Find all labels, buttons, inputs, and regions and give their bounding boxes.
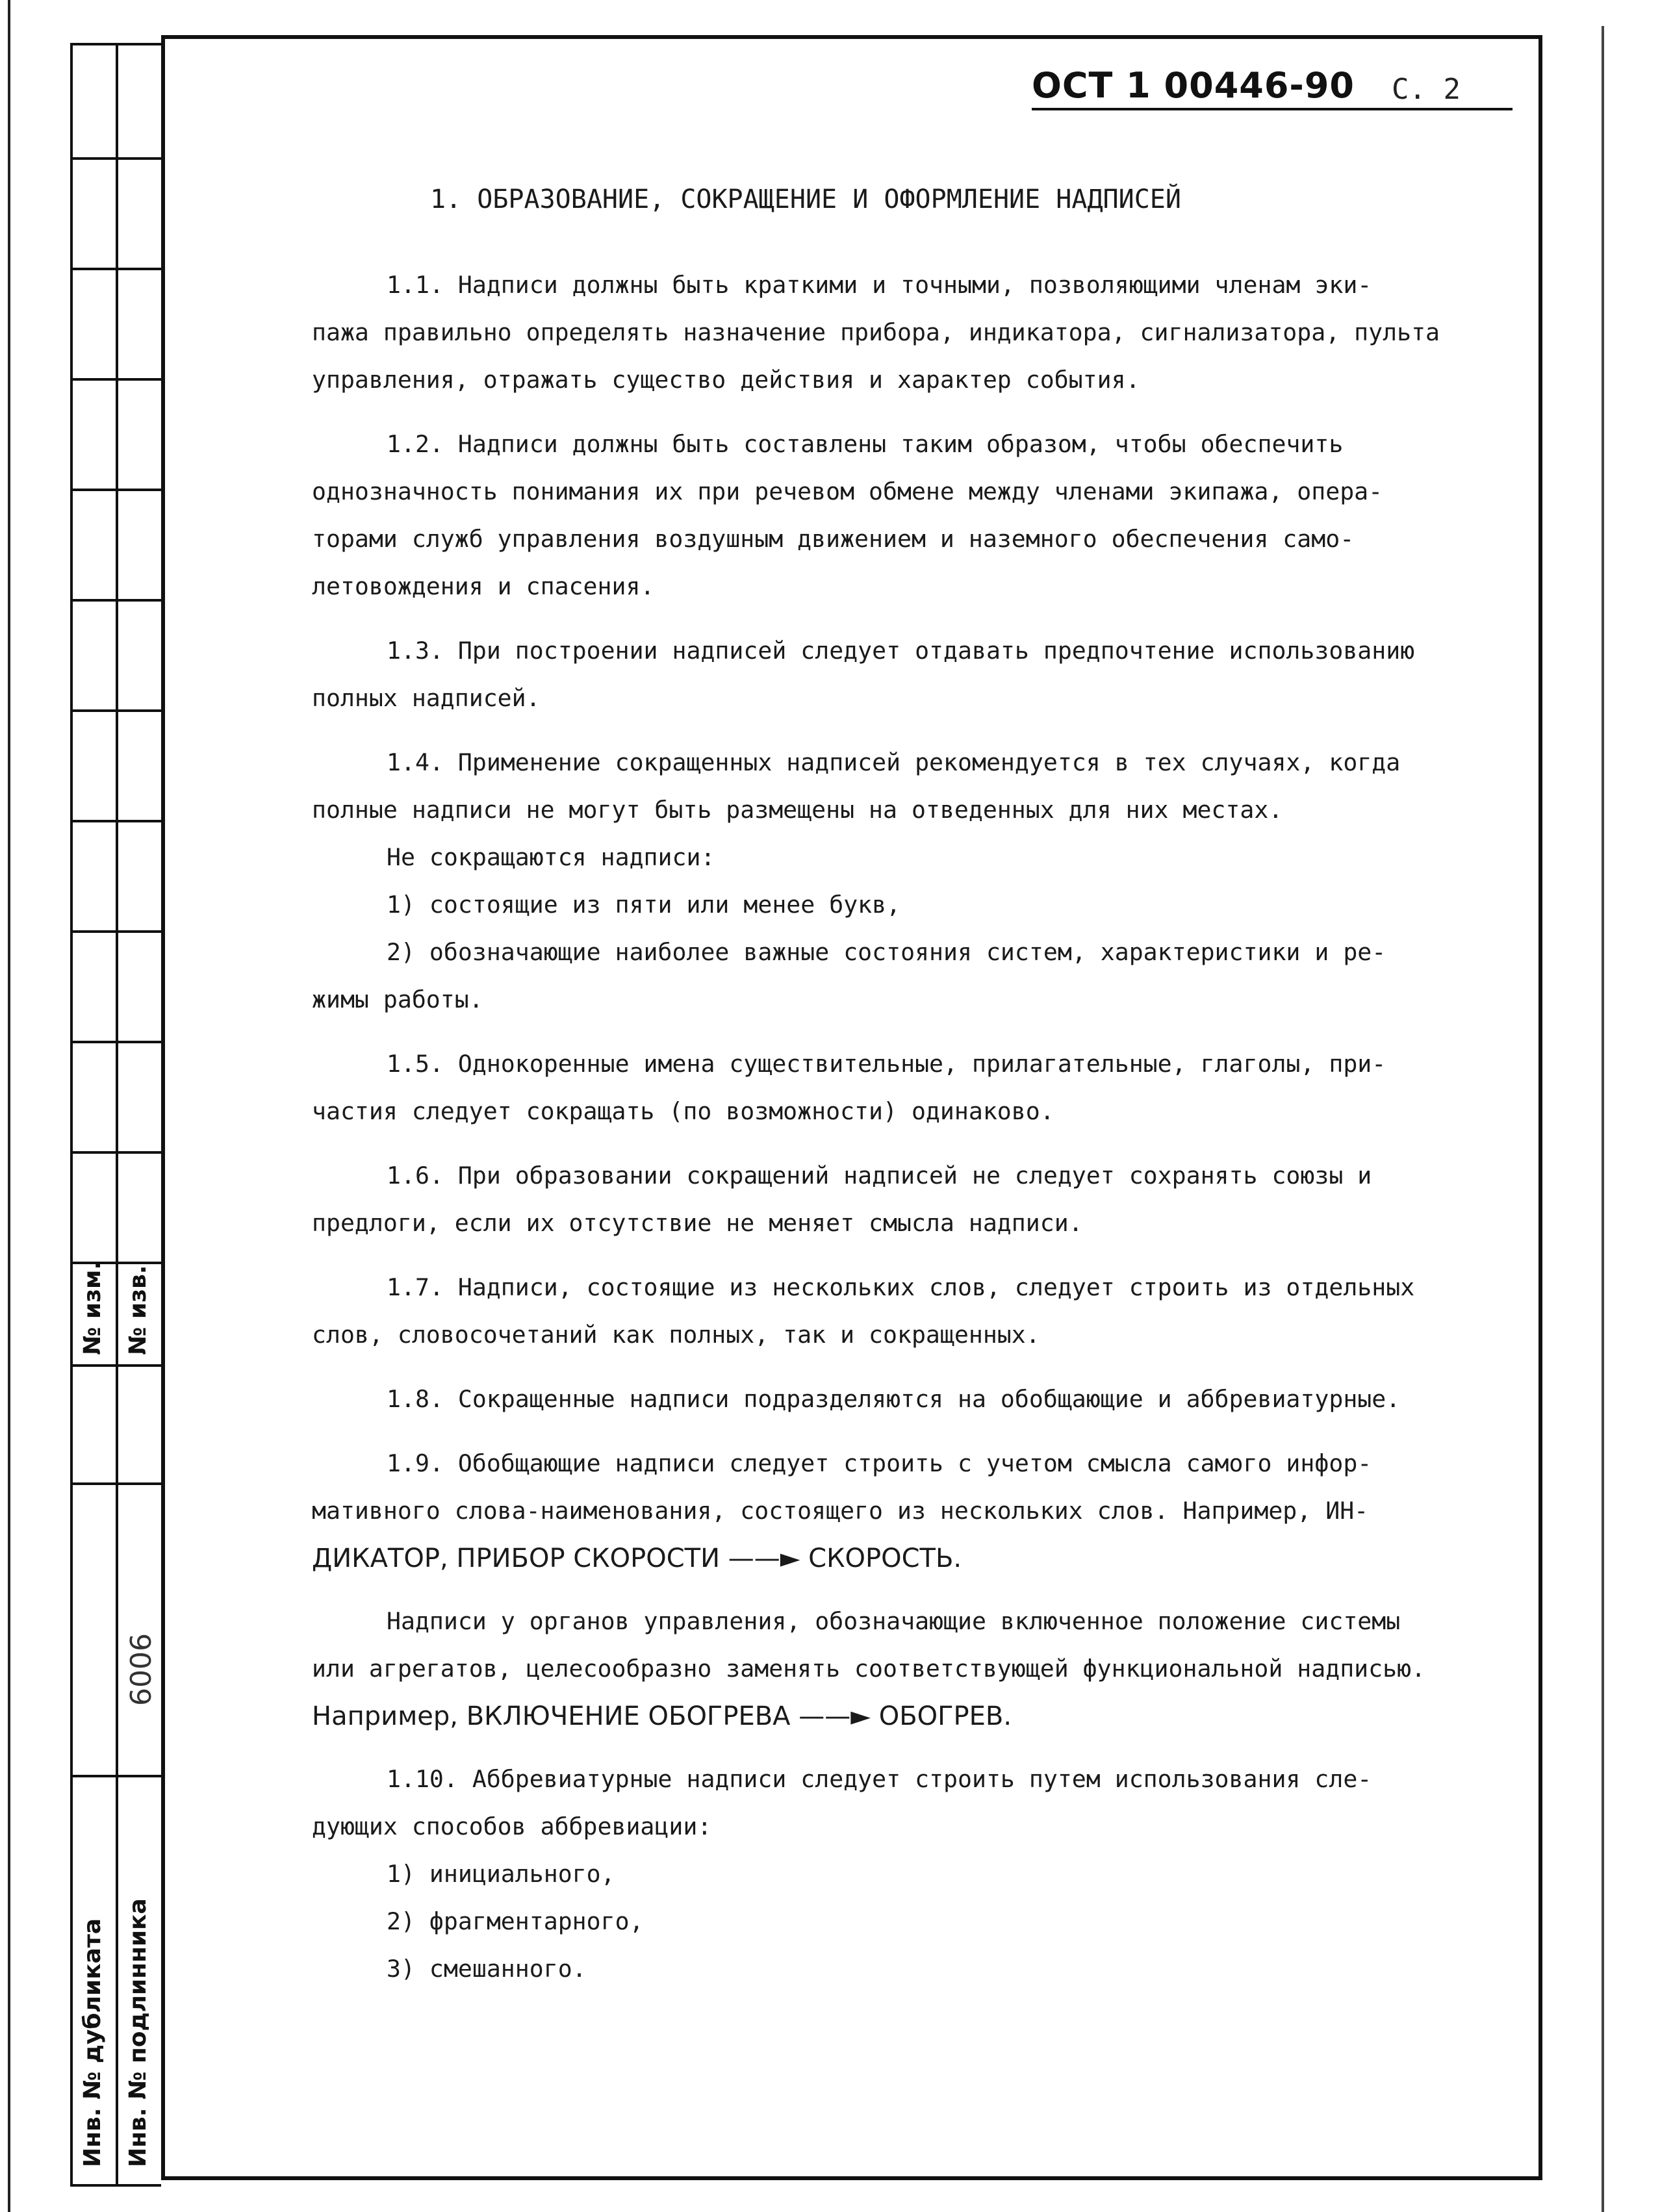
side-table-line [70,930,161,933]
notice-number-label: № изв. [125,1265,151,1355]
text-line: частия следует сокращать (по возможности) одинаково. [312,1097,1054,1125]
text-line: слов, словосочетаний как полных, так и сокращенных. [312,1321,1040,1349]
original-inventory-label: Инв. № подлинника [125,1898,151,2167]
text-line: ДИКАТОР, ПРИБОР СКОРОСТИ ——► СКОРОСТЬ. [312,1544,962,1573]
text-line: 3) смешанного. [387,1955,587,1983]
text-line: Надписи у органов управления, обозначающие включенное положение системы [387,1607,1401,1635]
text-line: 1.7. Надписи, состоящие из нескольких слов, следует строить из отдельных [387,1273,1415,1301]
page-number: С. 2 [1392,73,1461,106]
text-line: предлоги, если их отсутствие не меняет смысла надписи. [312,1209,1083,1237]
text-line: 1.5. Однокоренные имена существительные, прилагательные, глаголы, при- [387,1050,1386,1078]
text-line: 1) состоящие из пяти или менее букв, [387,891,901,919]
document-code: ОСТ 1 00446-90 [1032,65,1355,106]
text-line: 1.6. При образовании сокращений надписей не следует сохранять союзы и [387,1162,1372,1189]
side-table-line [70,1775,161,1777]
text-line: полных надписей. [312,684,541,712]
text-line: 1.9. Обобщающие надписи следует строить с учетом смысла самого инфор- [387,1449,1372,1477]
text-line: 1) инициального, [387,1860,615,1888]
side-margin-table [70,43,161,2187]
text-line: Например, ВКЛЮЧЕНИЕ ОБОГРЕВА ——► ОБОГРЕВ. [312,1701,1012,1731]
text-line: 1.8. Сокращенные надписи подразделяются на обобщающие и аббревиатурные. [387,1385,1401,1413]
side-table-line [70,820,161,822]
original-inventory-number: 6006 [125,1633,158,1706]
side-table-line [70,378,161,381]
side-table-line [70,489,161,491]
text-line: 2) фрагментарного, [387,1907,644,1935]
side-table-line [70,1041,161,1043]
side-table-line [70,599,161,602]
text-line: дующих способов аббревиации: [312,1812,712,1840]
text-line: мативного слова-наименования, состоящего из нескольких слов. Например, ИН- [312,1497,1369,1525]
side-table-line [70,1151,161,1154]
text-line: торами служб управления воздушным движением и наземного обеспечения само- [312,525,1355,553]
text-line: 1.3. При построении надписей следует отдавать предпочтение использованию [387,637,1415,665]
text-line: Не сокращаются надписи: [387,843,715,871]
text-line: жимы работы. [312,985,483,1013]
text-line: 2) обозначающие наиболее важные состояния систем, характеристики и ре- [387,938,1386,966]
text-line: 1.10. Аббревиатурные надписи следует строить путем использования сле- [387,1765,1372,1793]
text-line: летовождения и спасения. [312,572,655,600]
page-edge-right [1602,26,1604,2212]
side-table-line [70,43,73,2187]
side-table-line [70,157,161,160]
section-heading: 1. ОБРАЗОВАНИЕ, СОКРАЩЕНИЕ И ОФОРМЛЕНИЕ НАДПИСЕЙ [430,184,1181,214]
revision-number-label: № изм. [79,1260,106,1355]
side-table-line [116,43,118,2187]
text-line: однозначность понимания их при речевом обмене между членами экипажа, опера- [312,477,1383,505]
text-line: управления, отражать существо действия и характер события. [312,366,1140,394]
text-line: 1.2. Надписи должны быть составлены таким образом, чтобы обеспечить [387,430,1344,458]
header-rule [1032,108,1513,110]
text-line: или агрегатов, целесообразно заменять соответствующей функциональной надписью. [312,1655,1426,1683]
text-line: полные надписи не могут быть размещены на отведенных для них местах. [312,796,1283,824]
text-line: пажа правильно определять назначение прибора, индикатора, сигнализатора, пульта [312,318,1440,346]
text-line: 1.4. Применение сокращенных надписей рекомендуется в тех случаях, когда [387,748,1401,776]
side-table-line [70,268,161,270]
duplicate-inventory-label: Инв. № дубликата [79,1918,106,2167]
side-table-line [70,43,161,45]
side-table-line [70,1364,161,1367]
page-edge-left [8,0,10,2212]
side-table-line [70,1482,161,1485]
side-table-line [70,2184,161,2187]
text-line: 1.1. Надписи должны быть краткими и точными, позволяющими членам эки- [387,271,1372,299]
side-table-line [70,709,161,712]
